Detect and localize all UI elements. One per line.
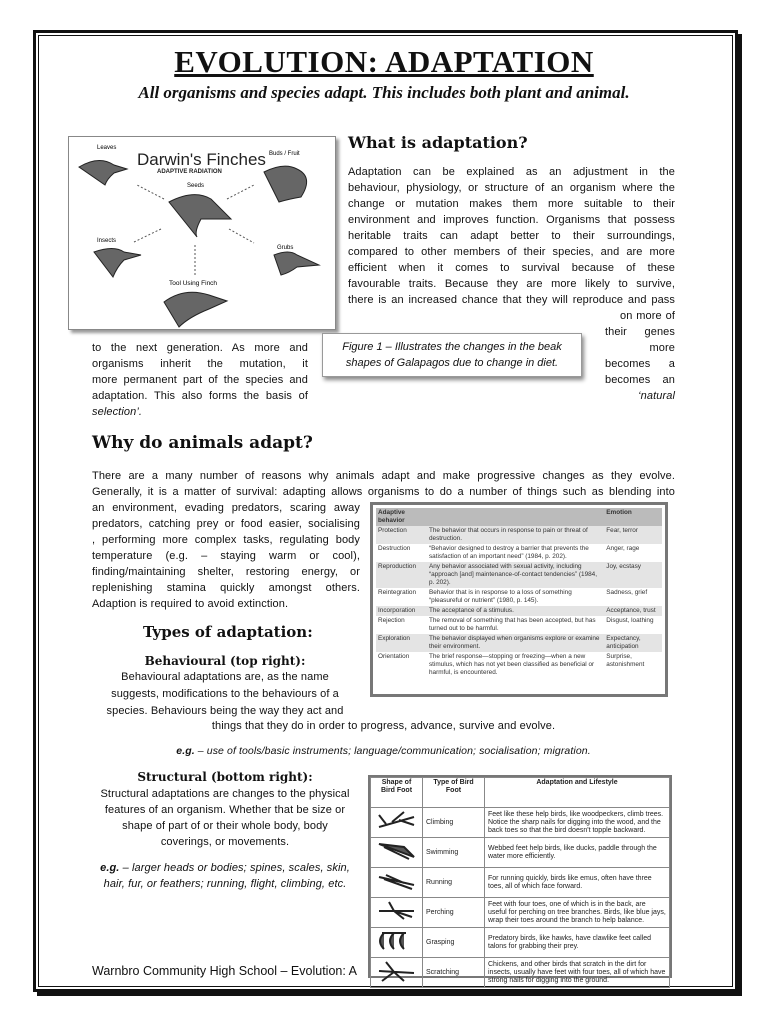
text-line: compared to other members of their species, and are more [348,246,675,258]
grasping-foot-icon [371,928,423,958]
table-row [376,562,662,588]
text-line: there is an increased chance that they will reproduce and pass [348,294,675,306]
lifestyle-cell: Chickens, and other birds that scratch in the dirt for insects, usually have feet with four toes, all of which have strong nails for digging into the ground. [485,958,670,988]
description-cell: The brief response—stopping or freezing—when a new stimulus, which has not yet been classified as beneficial or harmful, is encountered. [428,653,595,676]
column-header: Shape of Bird Foot [371,778,423,808]
eg-text: – use of tools/basic instruments; language/communication; socialisation; migration. [194,745,591,757]
lifestyle-cell: For running quickly, birds like emus, often have three toes, all of which face forward. [485,868,670,898]
text-line: to the next generation. As more and [92,342,308,354]
lifestyle-cell: Predatory birds, like hawks, have clawlike feet called talons for grabbing their prey. [485,928,670,958]
emotion-cell: Expectancy, anticipation [604,634,662,652]
column-header: Adaptive behavior [376,508,427,526]
lifestyle-cell: Webbed feet help birds, like ducks, paddle through the water more efficiently. [485,838,670,868]
label-buds-fruit: Buds / Fruit [269,151,300,157]
emotion-cell: Surprise, astonishment [606,653,645,668]
description-cell: “Behavior designed to destroy a barrier that prevents the satisfaction of an important need” (1984, p. 202). [428,545,589,560]
foot-type-cell: Swimming [423,838,485,868]
emotion-cell: Anger, rage [606,545,640,552]
description-cell: Any behavior associated with sexual activity, including “approach [and] maintenance-of-contact tendencies” (1984, p. 202). [427,562,604,588]
table-row [371,838,670,868]
behavior-cell: Rejection [378,617,405,624]
foot-type-cell: Perching [423,898,485,928]
climbing-foot-icon [371,808,423,838]
column-header [427,508,604,526]
table-row [371,928,670,958]
text-line: predators, catching prey or food easier, socialising [92,518,360,530]
structural-heading: Structural (bottom right): [137,770,313,784]
foot-type-cell: Climbing [423,808,485,838]
running-foot-icon [371,868,423,898]
label-seeds: Seeds [187,183,205,189]
text-line: temperature (e.g. – staying warm or cool), [92,550,360,562]
swimming-foot-icon [371,838,423,868]
text-line: change or mutation makes them more suitable to their [348,198,675,210]
text-line: more permanent part of the species and [92,374,308,386]
table-row [376,606,662,616]
description-cell: The behavior displayed when organisms explore or examine their environment. [427,634,604,652]
text-line: behaviour, physiology, or structure of an organism where the [348,182,675,194]
text-line: features of an organism. Whether that be size or [104,804,346,816]
text-line: favourable traits. Because they are more likely to survive, [348,278,675,290]
figure-title: Darwin's Finches [137,150,266,169]
lifestyle-cell: Feet with four toes, one of which is in the back, are useful for perching on tree branches. Birds, like blue jays, wrap their toes around the branch to help balance. [485,898,670,928]
text-line: , performing more complex tasks, regulating body [92,534,360,546]
page-title: EVOLUTION: ADAPTATION [174,44,594,79]
text-line: Adaptation can be explained as an adjustment in the [348,166,675,178]
behavior-cell: Destruction [378,545,411,552]
table-row [371,808,670,838]
foot-type-cell: Running [423,868,485,898]
text-line: more [649,342,675,354]
eg-label: e.g. [100,862,120,874]
label-tool-using-finch: Tool Using Finch [169,280,218,287]
text-line: hair, fur, or feathers; running, flight, climbing, etc. [103,878,347,890]
behavior-cell: Exploration [376,634,427,652]
text-line: on more of [620,310,675,322]
text-line: an environment, evading predators, scaring away [92,502,360,514]
text-line: Structural adaptations are changes to the physical [100,788,350,800]
text-line: coverings, or movements. [160,836,290,848]
figure-subtitle: ADAPTIVE RADIATION [157,169,222,175]
foot-type-cell: Grasping [423,928,485,958]
description-cell: The acceptance of a stimulus. [427,606,604,616]
text-line: finding/maintaining shelter, restoring energy, or [92,566,360,578]
structural-example [90,861,360,875]
label-insects: Insects [97,238,117,244]
behavior-cell: Reproduction [376,562,427,588]
column-header: Adaptation and Lifestyle [485,778,670,808]
bird-foot-table [368,775,672,984]
table-row [376,616,662,634]
table-row [376,588,662,606]
text-line: becomes an [605,374,675,386]
why-heading: Why do animals adapt? [92,433,313,453]
description-cell: The removal of something that has been accepted, but has turned out to be harmful. [428,617,596,632]
behavior-cell: Protection [376,526,427,544]
text-line: Generally, it is a matter of survival: adapting allows organisms to do a number of things such as blending into [92,486,675,498]
table-row [376,526,662,544]
eg-text: – larger heads or bodies; spines, scales, skin, [119,862,350,874]
lifestyle-cell: Feet like these help birds, like woodpeckers, climb trees. Notice the sharp nails for digging into the wood, and the back toes so that the bird doesn't topple backward. [485,808,670,838]
behavioural-example [92,744,675,758]
table-row [376,652,662,678]
table-row [376,634,662,652]
text-line: selection’. [92,406,143,418]
behavior-cell: Orientation [378,653,410,660]
emotion-cell: Disgust, loathing [606,617,654,624]
footer-text: Warnbro Community High School – Evolution: A [92,964,357,978]
adaptive-behavior-emotion-table [370,502,668,697]
text-line: suggests, modifications to the behaviours of a [111,688,339,700]
text-line: shape of part of or their whole body, body [122,820,328,832]
scratching-foot-icon [371,958,423,988]
eg-label: e.g. [176,745,195,757]
text-line: heritable traits can adapt better to their surroundings, [348,230,675,242]
emotion-cell: Sadness, grief [606,589,648,596]
behavioural-heading: Behavioural (top right): [144,654,306,668]
text-line: efficient when it comes to survival because of these [348,262,675,274]
caption-line: Figure 1 – Illustrates the changes in the beak [342,341,562,353]
description-cell: Behavior that is in response to a loss of something “pleasureful or nutrient” (1980, p. 145). [428,589,572,604]
table-row [371,958,670,988]
text-line: Behavioural adaptations are, as the name [121,671,329,683]
description-cell: The behavior that occurs in response to pain or threat of destruction. [427,526,604,544]
caption-line: shapes of Galapagos due to change in diet. [345,357,559,369]
behavior-cell: Incorporation [376,606,427,616]
types-heading: Types of adaptation: [143,623,313,641]
emotion-cell: Fear, terror [604,526,662,544]
behavior-cell: Reintegration [378,589,417,596]
label-leaves: Leaves [97,145,117,151]
foot-type-cell: Scratching [423,958,485,988]
text-line: becomes a [605,358,675,370]
table-row [371,868,670,898]
label-grubs: Grubs [277,245,294,251]
what-heading: What is adaptation? [348,133,528,152]
table-row [371,898,670,928]
text-line: ‘natural [638,390,675,402]
text-line: species. Behaviours being the way they act and [106,705,344,717]
text-line: There are a many number of reasons why animals adapt and make progressive changes as they evolve. [92,470,675,482]
text-line: things that they do in order to progress, advance, survive and evolve. [211,720,556,732]
darwins-finches-figure [68,136,336,330]
column-header: Emotion [604,508,662,526]
perching-foot-icon [371,898,423,928]
text-line: replenishing stamina quickly amongst others. [92,582,360,594]
emotion-cell: Acceptance, trust [604,606,662,616]
page-subtitle: All organisms and species adapt. This includes both plant and animal. [138,83,630,102]
text-line: organisms inherit the mutation, it [92,358,308,370]
figure-caption [322,333,582,377]
text-line: their genes [605,326,675,338]
text-line: Adaption is required to avoid extinction. [92,598,289,610]
text-line: environment and improves function. Organisms that possess [348,214,675,226]
text-line: adaptation. This also forms the basis of [92,390,308,402]
column-header: Type of Bird Foot [423,778,485,808]
table-row [376,544,662,562]
emotion-cell: Joy, ecstasy [604,562,662,588]
